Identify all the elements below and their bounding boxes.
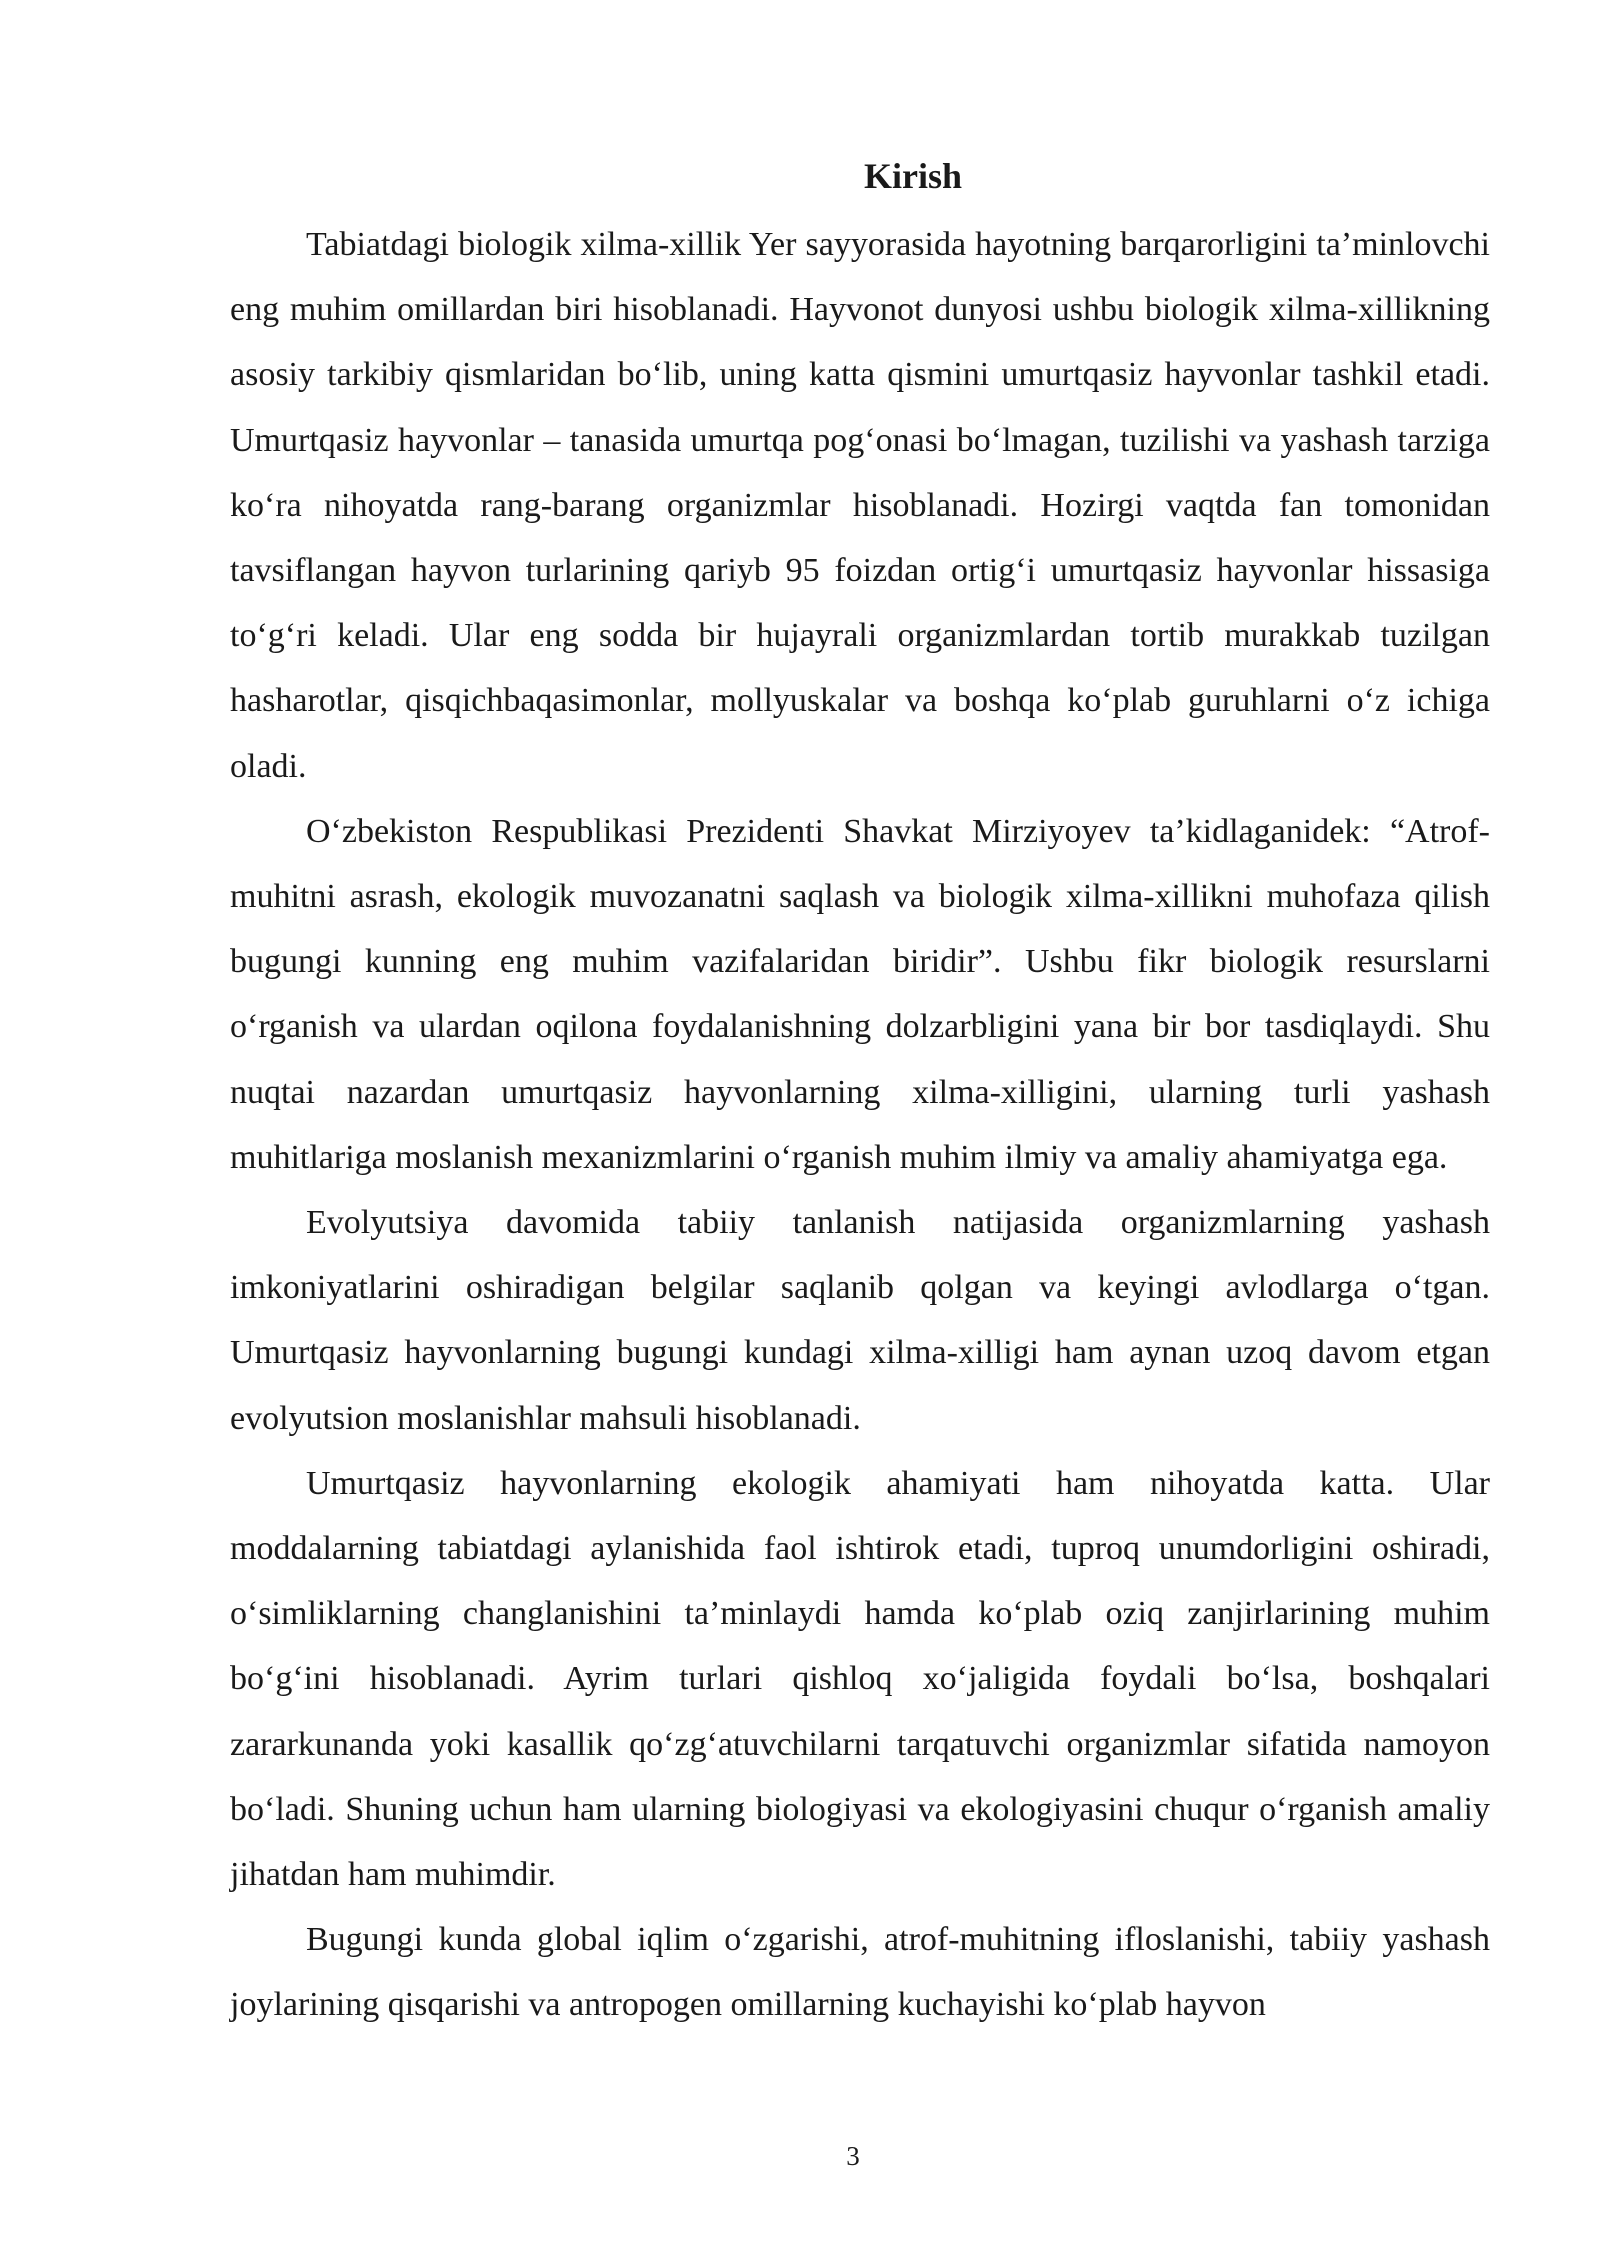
section-title: Kirish <box>863 156 962 196</box>
paragraph-2: O‘zbekiston Respublikasi Prezidenti Shavkat Mirziyoyev ta’kidlaganidek: “Atrof-muhitni asrash, ekologik muvozanatni saqlash va biologik xilma-xillikni muhofaza qilish bugungi kunning eng muhim vazifalaridan biridir”. Ushbu fikr biologik resurslarni o‘rganish va ulardan oqilona foydalanishning dolzarbligini yana bir bor tasdiqlaydi. Shu nuqtai nazardan umurtqasiz hayvonlarning xilma-xilligini, ularning turli yashash muhitlariga moslanish mexanizmlarini o‘rganish muhim ilmiy va amaliy ahamiyatga ega. <box>230 812 1490 1176</box>
paragraph-1: Tabiatdagi biologik xilma-xillik Yer sayyorasida hayotning barqarorligini ta’minlovchi eng muhim omillardan biri hisoblanadi. Hayvonot dunyosi ushbu biologik xilma-xillikning asosiy tarkibiy qismlaridan bo‘lib, uning katta qismini umurtqasiz hayvonlar tashkil etadi. Umurtqasiz hayvonlar – tanasida umurtqa pog‘onasi bo‘lmagan, tuzilishi va yashash tarziga ko‘ra nihoyatda rang-barang organizmlar hisoblanadi. Hozirgi vaqtda fan tomonidan tavsiflangan hayvon turlarining qariyb 95 foizdan ortig‘i umurtqasiz hayvonlar hissasiga to‘g‘ri keladi. Ular eng sodda bir hujayrali organizmlardan tortib murakkab tuzilgan hasharotlar, qisqichbaqasimonlar, mollyuskalar va boshqa ko‘plab guruhlarni o‘z ichiga oladi. <box>230 226 1490 785</box>
paragraph-3: Evolyutsiya davomida tabiiy tanlanish natijasida organizmlarning yashash imkoniyatlarini oshiradigan belgilar saqlanib qolgan va keyingi avlodlarga o‘tgan. Umurtqasiz hayvonlarning bugungi kundagi xilma-xilligi ham aynan uzoq davom etgan evolyutsion moslanishlar mahsuli hisoblanadi. <box>230 1204 1490 1437</box>
document-page <box>230 152 1490 2038</box>
paragraph-4: Umurtqasiz hayvonlarning ekologik ahamiyati ham nihoyatda katta. Ular moddalarning tabiatdagi aylanishida faol ishtirok etadi, tuproq unumdorligini oshiradi, o‘simliklarning changlanishini ta’minlaydi hamda ko‘plab oziq zanjirlarining muhim bo‘g‘ini hisoblanadi. Ayrim turlari qishloq xo‘jaligida foydali bo‘lsa, boshqalari zararkunanda yoki kasallik qo‘zg‘atuvchilarni tarqatuvchi organizmlar sifatida namoyon bo‘ladi. Shuning uchun ham ularning biologiyasi va ekologiyasini chuqur o‘rganish amaliy jihatdan ham muhimdir. <box>230 1464 1490 1894</box>
page-number: 3 <box>846 2141 860 2171</box>
paragraph-5: Bugungi kunda global iqlim o‘zgarishi, atrof-muhitning ifloslanishi, tabiiy yashash joylarining qisqarishi va antropogen omillarning kuchayishi ko‘plab hayvon <box>230 1921 1490 2024</box>
